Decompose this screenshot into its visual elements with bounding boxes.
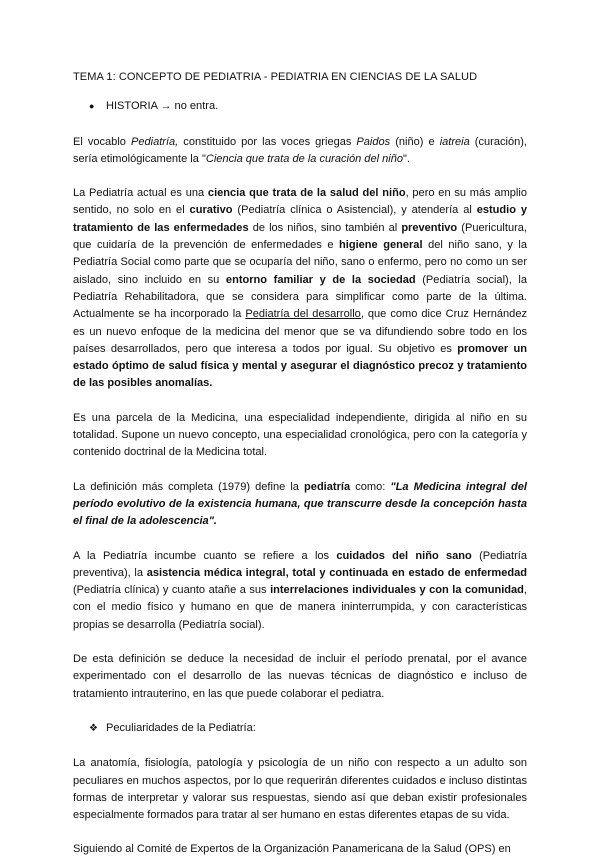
paragraph-scope: A la Pediatría incumbe cuanto se refiere a los cuidados del niño sano (Pediatría preventiva), la asistencia médica integral, total y continuada en estado de enfermedad (Pediatría clínica) y cuanto atañe a sus interrelaciones individuales y con la comunidad, con el medio físico y humano en que de manera ininterrumpida, y con características propias se desarrolla (Pediatría social). [73,549,528,631]
list-item-historia [89,98,527,115]
paragraph-etymology: El vocablo Pediatría, constituido por las voces griegas Paidos (niño) e iatreia (curación), sería etimológicamente la "Ciencia que trata de la curación del niño". [73,135,527,165]
paragraph-prenatal: De esta definición se deduce la necesidad de incluir el período prenatal, por el avance experimentado con el desarrollo de las nuevas técnicas de diagnóstico e incluso de tratamiento intrauterino, en las que puede colaborar el pediatra. [73,653,527,700]
paragraph-definition: La definición más completa (1979) define la pediatría como: "La Medicina integral del período evolutivo de la existencia humana, que transcurre desde la concepción hasta el final de la adolescencia". [73,480,527,528]
diamond-bullet-icon: ❖ [89,722,98,734]
paragraph-peculiarities: La anatomía, fisiología, patología y psicología de un niño con respecto a un adulto son peculiares en muchos aspectos, por lo que requerirán diferentes cuidados e incluso distintas formas de interpretar y valorar sus respuestas, siendo así que deban existir profesionales especialmente formados para tratar al ser humano en estas diferentes etapas de su vida. [73,757,527,822]
bullet-dot-icon: ● [89,101,95,112]
list-item-text: HISTORIA → no entra. [106,100,219,113]
paragraph-current-pediatrics: La Pediatría actual es una ciencia que trata de la salud del niño, pero en su más amplio sentido, no solo en el curativo (Pediatría clínica o Asistencial), y atendería al estudio y tratamiento de las enfermedades de los niños, sino también al preventivo (Puericultura, que cuidaría de la prevención de enfermedades e higiene general del niño sano, y la Pediatría Social como parte que se ocuparía del niño, sano o enfermo, pero no como un ser aislado, sino incluido en su entorno familiar y de la sociedad (Pediatría social), la Pediatría Rehabilitadora, que se considera para simplificar como parte de la última. Actualmente se ha incorporado la Pediatría del desarrollo, que como dice Cruz Hernández es un nuevo enfoque de la medicina del menor que se va difundiendo sobre todo en los países desarrollados, pero que interesa a todos por igual. Su objetivo es promover un estado óptimo de salud física y mental y asegurar el diagnóstico precoz y tratamiento de las posibles anomalías. [73,187,527,390]
page-title: TEMA 1: CONCEPTO DE PEDIATRIA - PEDIATRIA EN CIENCIAS DE LA SALUD [73,71,478,83]
list-item-peculiaridades [89,720,527,737]
list-item-text: Peculiaridades de la Pediatría: [106,721,256,734]
paragraph-ops: Siguiendo al Comité de Expertos de la Organización Panamericana de la Salud (OPS) en [73,843,511,856]
paragraph-specialty: Es una parcela de la Medicina, una especialidad independiente, dirigida al niño en su totalidad. Supone un nuevo concepto, una especialidad cronológica, pero con la categoría y contenido doctrinal de la Medicina total. [73,411,527,459]
